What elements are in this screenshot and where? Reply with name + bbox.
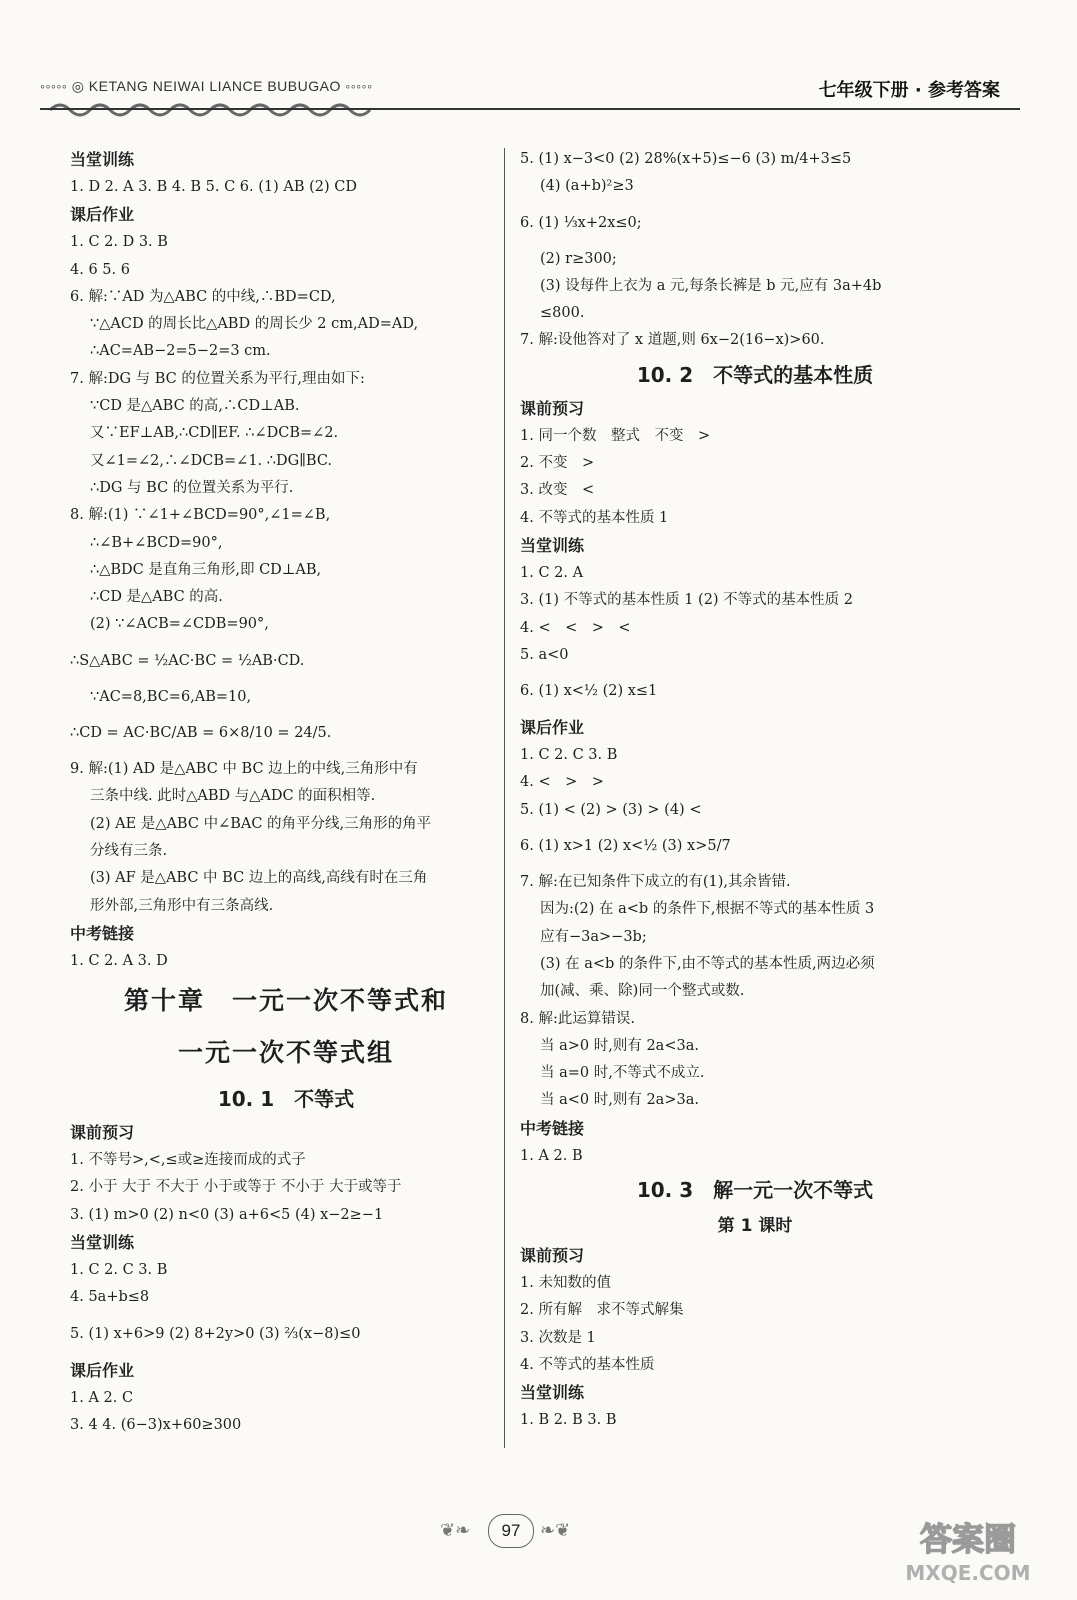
answer-line: (3) 设每件上衣为 a 元,每条长裤是 b 元,应有 3a+4b (540, 277, 882, 294)
answer-line: 1. 不等号>,<,≤或≥连接而成的式子 (70, 1152, 306, 1169)
answer-line: ∵△ACD 的周长比△ABD 的周长少 2 cm,AD=AD, (90, 316, 419, 333)
answer-line: (2) r≥300; (540, 250, 617, 267)
answer-line: (4) (a+b)²≥3 (540, 178, 634, 195)
answer-line: 6. (1) x<½ (2) x≤1 (520, 683, 658, 700)
answer-line: 5. a<0 (520, 646, 569, 663)
watermark-domain: MXQE.COM (905, 1561, 1031, 1585)
section-heading: 课前预习 (70, 1123, 135, 1143)
answer-line: 1. C 2. D 3. B (70, 234, 168, 251)
section-heading: 当堂训练 (520, 1383, 585, 1403)
page-header (40, 78, 1040, 138)
answer-line: 7. 解:设他答对了 x 道题,则 6x−2(16−x)>60. (520, 332, 825, 349)
answer-line: 4. < < > < (520, 619, 631, 636)
answer-line: 1. C 2. C 3. B (70, 1262, 168, 1279)
answer-line: 因为:(2) 在 a<b 的条件下,根据不等式的基本性质 3 (540, 901, 875, 918)
answer-line: 7. 解:DG 与 BC 的位置关系为平行,理由如下: (70, 370, 365, 387)
answer-line: 4. 不等式的基本性质 (520, 1356, 655, 1373)
left-flourish-icon: ❦❧ (440, 1520, 471, 1541)
answer-line: 1. B 2. B 3. B (520, 1412, 617, 1429)
answer-line: 2. 所有解 求不等式解集 (520, 1302, 684, 1319)
answer-line: 4. 5a+b≤8 (70, 1289, 150, 1306)
watermark-logo-icon (898, 1508, 1038, 1588)
answer-line: 加(减、乘、除)同一个整式或数. (540, 983, 745, 1000)
section-heading: 当堂训练 (70, 1233, 135, 1253)
section-heading: 中考链接 (70, 923, 135, 943)
answer-line: 6. (1) ⅓x+2x≤0; (520, 214, 642, 231)
answer-line: 8. 解:此运算错误. (520, 1010, 635, 1027)
answer-line: ∴S△ABC = ½AC·BC = ½AB·CD. (70, 652, 305, 669)
answer-line: 3. 次数是 1 (520, 1329, 596, 1346)
answer-line: 分线有三条. (90, 842, 168, 859)
answer-line: 1. C 2. C 3. B (520, 747, 618, 764)
answer-line: ∵AC=8,BC=6,AB=10, (90, 688, 252, 705)
right-column (520, 146, 990, 1435)
answer-line: (2) ∵∠ACB=∠CDB=90°, (90, 616, 269, 633)
answer-line: 5. (1) < (2) > (3) > (4) < (520, 801, 702, 818)
answer-line: 当 a=0 时,不等式不成立. (540, 1065, 705, 1082)
page-number: 97 (488, 1514, 534, 1548)
answer-line: 三条中线. 此时△ABD 与△ADC 的面积相等. (90, 788, 376, 805)
section-heading: 课后作业 (70, 205, 135, 225)
answer-line: ∴DG 与 BC 的位置关系为平行. (90, 479, 294, 496)
answer-line: 4. 6 5. 6 (70, 261, 130, 278)
section-heading: 中考链接 (520, 1118, 585, 1138)
left-column (70, 146, 502, 1439)
answer-line: 又∵EF⊥AB,∴CD∥EF. ∴∠DCB=∠2. (90, 425, 339, 442)
answer-line: ∴CD = AC·BC/AB = 6×8/10 = 24/5. (70, 725, 332, 742)
answer-line: 3. (1) 不等式的基本性质 1 (2) 不等式的基本性质 2 (520, 592, 854, 609)
answer-line: (2) AE 是△ABC 中∠BAC 的角平分线,三角形的角平 (90, 815, 432, 832)
answer-line: 1. 同一个数 整式 不变 > (520, 427, 711, 444)
right-flourish-icon: ❧❦ (540, 1520, 571, 1541)
answer-line: 形外部,三角形中有三条高线. (90, 897, 274, 914)
answer-line: (3) AF 是△ABC 中 BC 边上的高线,高线有时在三角 (90, 870, 428, 887)
chapter-title: 一元一次不等式组 (177, 1038, 394, 1068)
answer-line: 2. 不变 > (520, 455, 595, 472)
answer-line: 又∠1=∠2,∴∠DCB=∠1. ∴DG∥BC. (90, 452, 333, 469)
lesson-title: 10. 2 不等式的基本性质 (636, 362, 874, 387)
answer-line: 8. 解:(1) ∵∠1+∠BCD=90°,∠1=∠B, (70, 507, 331, 524)
header-ornament (50, 96, 380, 118)
answer-line: 3. (1) m>0 (2) n<0 (3) a+6<5 (4) x−2≥−1 (70, 1206, 384, 1223)
answer-line: 1. 未知数的值 (520, 1275, 611, 1292)
answer-line: 5. (1) x−3<0 (2) 28%(x+5)≤−6 (3) m/4+3≤5 (520, 151, 852, 167)
answer-line: 6. 解:∵AD 为△ABC 的中线,∴BD=CD, (70, 288, 336, 305)
answer-line: 7. 解:在已知条件下成立的有(1),其余皆错. (520, 874, 791, 891)
answer-line: 1. A 2. B (520, 1147, 583, 1164)
answer-line: 应有−3a>−3b; (540, 928, 647, 945)
section-heading: 课前预习 (520, 398, 585, 418)
column-divider (504, 148, 505, 1448)
lesson-subtitle: 第 1 课时 (717, 1216, 793, 1237)
section-heading: 课后作业 (520, 718, 585, 738)
answer-line: 2. 小于 大于 不大于 小于或等于 不小于 大于或等于 (70, 1179, 402, 1196)
watermark-text: 答案圈 (919, 1520, 1017, 1558)
answer-line: 3. 4 4. (6−3)x+60≥300 (70, 1416, 242, 1433)
answer-line: 1. D 2. A 3. B 4. B 5. C 6. (1) AB (2) CD (70, 179, 357, 195)
answer-line: ∴△BDC 是直角三角形,即 CD⊥AB, (90, 561, 322, 578)
answer-line: 6. (1) x>1 (2) x<½ (3) x>5/7 (520, 838, 731, 855)
header-book-title: 七年级下册 · 参考答案 (818, 80, 1000, 101)
answer-line: 当 a<0 时,则有 2a>3a. (540, 1092, 699, 1109)
answer-line: 当 a>0 时,则有 2a<3a. (540, 1037, 699, 1054)
section-heading: 当堂训练 (520, 535, 585, 555)
answer-line: 5. (1) x+6>9 (2) 8+2y>0 (3) ⅔(x−8)≤0 (70, 1325, 361, 1342)
lesson-title: 10. 1 不等式 (217, 1087, 355, 1112)
answer-line: ∴AC=AB−2=5−2=3 cm. (90, 343, 271, 360)
watermark (898, 1508, 1038, 1588)
section-heading: 当堂训练 (70, 150, 135, 169)
answer-line: 3. 改变 < (520, 482, 595, 499)
section-heading: 课后作业 (70, 1360, 135, 1380)
answer-line: ∵CD 是△ABC 的高,∴CD⊥AB. (90, 398, 300, 415)
header-series-title: ◦◦◦◦◦ ◎ KETANG NEIWAI LIANCE BUBUGAO ◦◦◦◦◦ (40, 78, 373, 94)
answer-line: 9. 解:(1) AD 是△ABC 中 BC 边上的中线,三角形中有 (70, 761, 418, 778)
answer-line: (3) 在 a<b 的条件下,由不等式的基本性质,两边必须 (540, 955, 875, 972)
answer-line: 4. 不等式的基本性质 1 (520, 509, 669, 526)
lesson-title: 10. 3 解一元一次不等式 (636, 1178, 874, 1203)
section-heading: 课前预习 (520, 1246, 585, 1266)
answer-line: 1. C 2. A 3. D (70, 952, 168, 969)
answer-line: ≤800. (540, 305, 585, 322)
answer-line: ∴∠B+∠BCD=90°, (90, 534, 223, 551)
chapter-title: 第十章 一元一次不等式和 (123, 986, 448, 1016)
answer-line: 1. A 2. C (70, 1389, 134, 1406)
answer-line: 1. C 2. A (520, 564, 584, 581)
header-rule (40, 108, 1020, 110)
answer-line: 4. < > > (520, 774, 604, 791)
answer-line: ∴CD 是△ABC 的高. (90, 589, 223, 606)
